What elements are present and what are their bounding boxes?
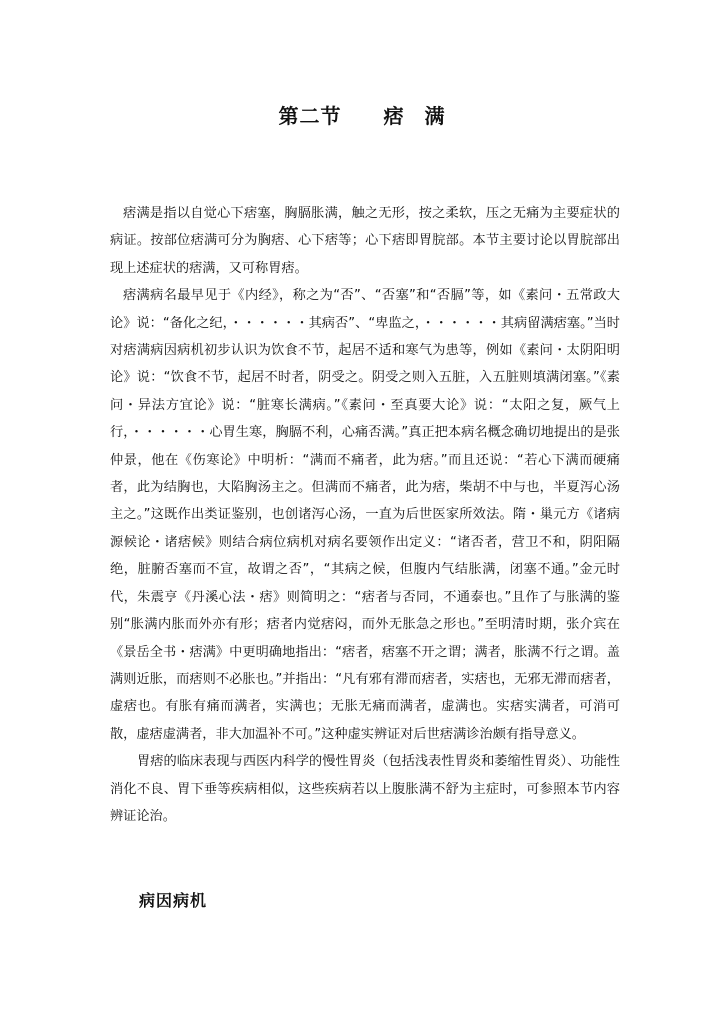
title-char-1: 痞	[383, 104, 405, 128]
body-text	[110, 200, 620, 830]
paragraph-definition: 痞满是指以自觉心下痞塞，胸膈胀满，触之无形，按之柔软，压之无痛为主要症状的病证。按部位痞满可分为胸痞、心下痞等；心下痞即胃脘部。本节主要讨论以胃脘部出现上述症状的痞满，又可称胃痞。	[110, 206, 620, 276]
subheading-etiology: 病因病机	[139, 891, 208, 910]
section-title	[0, 100, 724, 129]
section-number: 第二节	[278, 104, 342, 128]
paragraph-history: 痞满病名最早见于《内经》，称之为“否”、“否塞”和“否膈”等，如《素问・五常政大论》说：“备化之纪，・・・・・・其病否”、“卑监之，・・・・・・其病留满痞塞。”当时对痞满病因病机初步认识为饮食不节，起居不适和寒气为患等，例如《素问・太阴阳明论》说：“饮食不节，起居不时者，阴受之。阴受之则入五脏，入五脏则填满闭塞。”《素问・异法方宜论》说：“脏寒长满病。”《素问・至真要大论》说：“太阳之复，厥气上行，・・・・・・心胃生寒，胸膈不利，心痛否满。”真正把本病名概念确切地提出的是张仲景，他在《伤寒论》中明析：“满而不痛者，此为痞。”而且还说：“若心下满而硬痛者，此为结胸也，大陷胸汤主之。但满而不痛者，此为痞，柴胡不中与也，半夏泻心汤主之。”这既作出类证鉴别，也创诸泻心汤，一直为后世医家所效法。隋・巢元方《诸病源候论・诸痞候》则结合病位病机对病名要领作出定义：“诸否者，营卫不和，阴阳隔绝，脏腑否塞而不宣，故谓之否”，“其病之候，但腹内气结胀满，闭塞不通。”金元时代，朱震亨《丹溪心法・痞》则简明之：“痞者与否同，不通泰也。”且作了与胀满的鉴别“胀满内胀而外亦有形；痞者内觉痞闷，而外无胀急之形也。”至明清时期，张介宾在《景岳全书・痞满》中更明确地指出：“痞者，痞塞不开之谓；满者，胀满不行之谓。盖满则近胀，而痞则不必胀也。”并指出：“凡有邪有滞而痞者，实痞也，无邪无滞而痞者，虚痞也。有胀有痛而满者，实满也；无胀无痛而满者，虚满也。实痞实满者，可消可散，虚痞虚满者，非大加温补不可。”这种虚实辨证对后世痞满诊治颇有指导意义。	[110, 288, 620, 742]
title-char-2: 满	[424, 104, 446, 128]
paragraph-modern-medicine: 胃痞的临床表现与西医内科学的慢性胃炎（包括浅表性胃炎和萎缩性胃炎）、功能性消化不良、胃下垂等疾病相似，这些疾病若以上腹胀满不舒为主症时，可参照本节内容辨证论治。	[110, 754, 620, 824]
